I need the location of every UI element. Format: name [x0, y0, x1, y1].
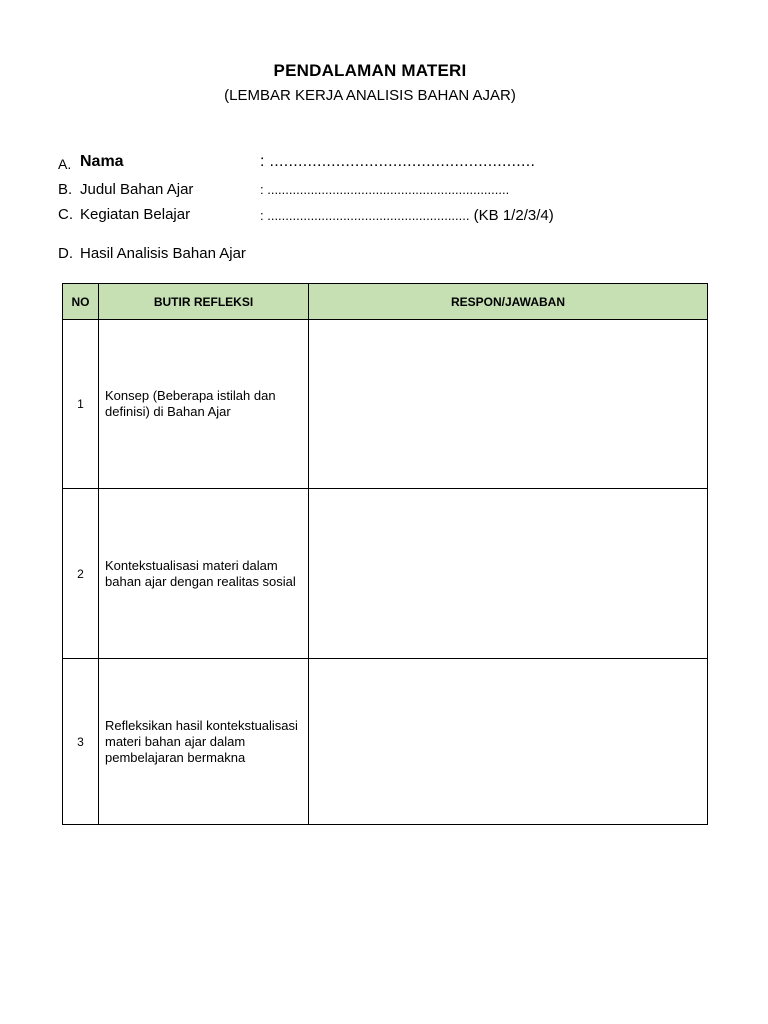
field-value-nama[interactable]: : ........................................................: [260, 153, 536, 170]
response-cell[interactable]: [309, 659, 708, 825]
field-letter: D.: [58, 245, 73, 262]
reflection-item: Kontekstualisasi materi dalam bahan ajar dengan realitas sosial: [99, 489, 309, 659]
row-number: 2: [63, 489, 99, 659]
table-row: [63, 320, 708, 489]
reflection-item: Konsep (Beberapa istilah dan definisi) di Bahan Ajar: [99, 320, 309, 489]
table-header-row: [63, 284, 708, 320]
column-header-butir-refleksi: BUTIR REFLEKSI: [99, 284, 309, 320]
field-value-judul[interactable]: : ...................................................................: [260, 182, 510, 197]
page-title: PENDALAMAN MATERI: [273, 61, 467, 80]
field-label-hasil: Hasil Analisis Bahan Ajar: [80, 245, 246, 262]
column-header-no: NO: [63, 284, 99, 320]
field-value-kegiatan[interactable]: [260, 207, 554, 224]
field-letter: A.: [58, 156, 72, 172]
page-subtitle: (LEMBAR KERJA ANALISIS BAHAN AJAR): [224, 87, 516, 104]
field-label-judul: Judul Bahan Ajar: [80, 181, 194, 198]
response-cell[interactable]: [309, 489, 708, 659]
table-row: [63, 489, 708, 659]
field-label-kegiatan: Kegiatan Belajar: [80, 206, 191, 223]
reflection-item: Refleksikan hasil kontekstualisasi materi bahan ajar dalam pembelajaran bermakna: [99, 659, 309, 825]
kegiatan-kb-options: (KB 1/2/3/4): [469, 207, 554, 224]
reflection-table: [62, 283, 708, 825]
response-cell[interactable]: [309, 320, 708, 489]
table-row: [63, 659, 708, 825]
field-letter: C.: [58, 206, 73, 223]
kegiatan-dots: : ........................................................: [260, 208, 470, 223]
row-number: 1: [63, 320, 99, 489]
field-label-nama: Nama: [80, 153, 124, 170]
column-header-respon-jawaban: RESPON/JAWABAN: [309, 284, 708, 320]
row-number: 3: [63, 659, 99, 825]
field-letter: B.: [58, 181, 73, 198]
